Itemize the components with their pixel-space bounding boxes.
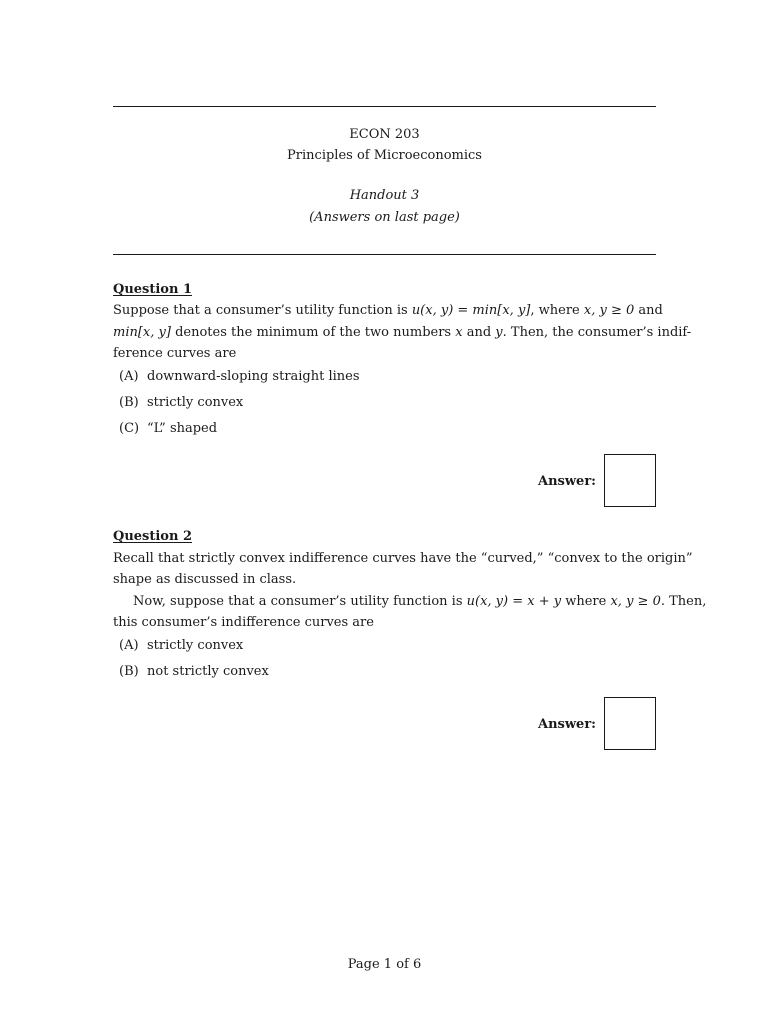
handout-number: Handout 3 [349, 188, 420, 203]
question-1-title: Question 1 [113, 282, 193, 297]
question-1-option-c: (C) “L” shaped [119, 421, 218, 436]
course-title: Principles of Microeconomics [287, 148, 482, 163]
question-1-text-line-1: Suppose that a consumer’s utility function is u(x, y) = min[x, y], where x, y ≥ 0 and [113, 303, 663, 318]
question-2-text-line-4: this consumer’s indifference curves are [113, 615, 374, 630]
question-2-text-line-1: Recall that strictly convex indifference curves have the “curved,” “convex to the origin” [113, 551, 693, 566]
question-1-text-line-2: min[x, y] denotes the minimum of the two numbers x and y. Then, the consumer’s indif- [113, 325, 692, 340]
question-1-text-line-3: ference curves are [113, 346, 237, 361]
question-1-answer-box[interactable] [604, 454, 656, 507]
question-1-answer-label: Answer: [538, 474, 596, 489]
header-bottom-rule [113, 254, 656, 255]
course-code: ECON 203 [349, 127, 420, 142]
question-2-option-b: (B) not strictly convex [119, 664, 269, 679]
question-2-answer-label: Answer: [538, 717, 596, 732]
document-page [113, 0, 707, 1024]
page-number-footer: Page 1 of 6 [347, 957, 422, 972]
question-1-option-a: (A) downward-sloping straight lines [119, 369, 360, 384]
question-2-answer-box[interactable] [604, 697, 656, 750]
question-2-text-line-2: shape as discussed in class. [113, 572, 297, 587]
answers-note: (Answers on last page) [309, 210, 460, 225]
question-2-option-a: (A) strictly convex [119, 638, 244, 653]
question-2-title: Question 2 [113, 529, 193, 544]
question-2-text-line-3: Now, suppose that a consumer’s utility function is u(x, y) = x + y where x, y ≥ 0. Then, [133, 594, 707, 609]
header-top-rule [113, 106, 656, 107]
question-1-option-b: (B) strictly convex [119, 395, 244, 410]
